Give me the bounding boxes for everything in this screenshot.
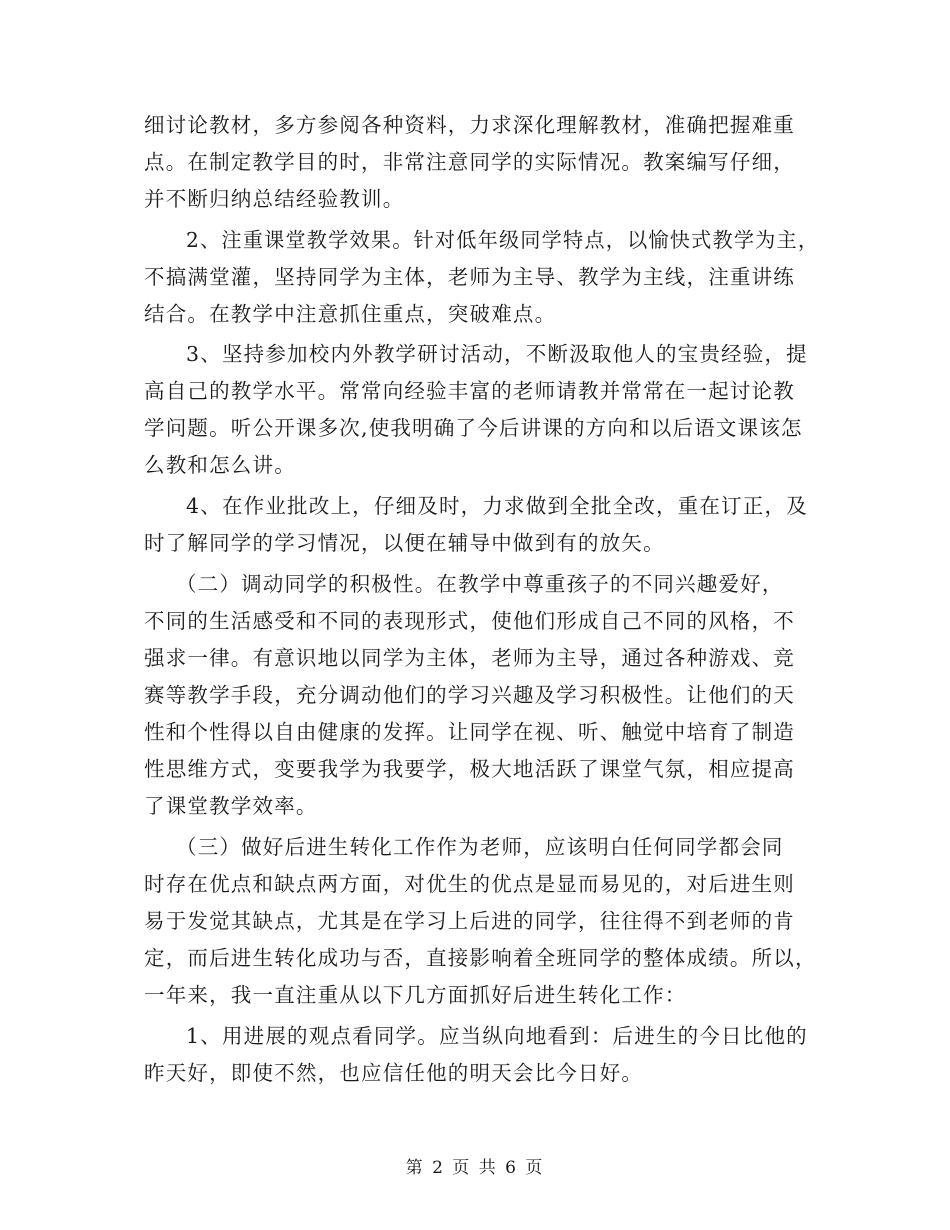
text-line: 赛等教学手段，充分调动他们的学习兴趣及学习积极性。让他们的天 xyxy=(144,683,795,707)
text-line: （三）做好后进生转化工作作为老师，应该明白任何同学都会同 xyxy=(176,835,784,859)
text-line: 2、注重课堂教学效果。针对低年级同学特点，以愉快式教学为主， xyxy=(186,228,820,252)
text-line: 细讨论教材，多方参阅各种资料，力求深化理解教材，准确把握难重 xyxy=(144,113,795,137)
text-line: 时存在优点和缺点两方面，对优生的优点是显而易见的，对后进生则 xyxy=(144,872,795,896)
text-line: 1、用进展的观点看同学。应当纵向地看到：后进生的今日比他的 xyxy=(186,1024,808,1048)
text-line: 性和个性得以自由健康的发挥。让同学在视、听、触觉中培育了制造 xyxy=(144,720,795,744)
text-line: 昨天好，即使不然，也应信任他的明天会比今日好。 xyxy=(144,1061,644,1085)
text-line: 并不断归纳总结经验教训。 xyxy=(144,187,405,211)
text-line: 易于发觉其缺点，尤其是在学习上后进的同学，往往得不到老师的肯 xyxy=(144,909,795,933)
text-line: 定，而后进生转化成功与否，直接影响着全班同学的整体成绩。所以， xyxy=(144,946,817,970)
text-line: 强求一律。有意识地以同学为主体，老师为主导，通过各种游戏、竞 xyxy=(144,646,795,670)
text-line: 一年来，我一直注重从以下几方面抓好后进生转化工作： xyxy=(144,983,687,1007)
text-line: 时了解同学的学习情况，以便在辅导中做到有的放矢。 xyxy=(144,531,665,555)
text-line: 点。在制定教学目的时，非常注意同学的实际情况。教案编写仔细， xyxy=(144,150,795,174)
text-line: 不同的生活感受和不同的表现形式，使他们形成自己不同的风格，不 xyxy=(144,609,795,633)
text-line: 4、在作业批改上，仔细及时，力求做到全批全改，重在订正，及 xyxy=(186,494,808,518)
text-line: 高自己的教学水平。常常向经验丰富的老师请教并常常在一起讨论教 xyxy=(144,379,795,403)
text-line: 结合。在教学中注意抓住重点，突破难点。 xyxy=(144,302,557,326)
page-number-footer: 第 2 页 共 6 页 xyxy=(405,1158,545,1178)
text-line: 3、坚持参加校内外教学研讨活动，不断汲取他人的宝贵经验，提 xyxy=(186,342,808,366)
text-line: 么教和怎么讲。 xyxy=(144,453,296,477)
text-line: 学问题。听公开课多次,使我明确了今后讲课的方向和以后语文课该怎 xyxy=(144,416,803,440)
text-line: （二）调动同学的积极性。在教学中尊重孩子的不同兴趣爱好， xyxy=(176,572,784,596)
text-line: 性思维方式，变要我学为我要学，极大地活跃了课堂气氛，相应提高 xyxy=(144,757,795,781)
text-line: 不搞满堂灌，坚持同学为主体，老师为主导、教学为主线，注重讲练 xyxy=(144,265,795,289)
text-line: 了课堂教学效率。 xyxy=(144,794,318,818)
